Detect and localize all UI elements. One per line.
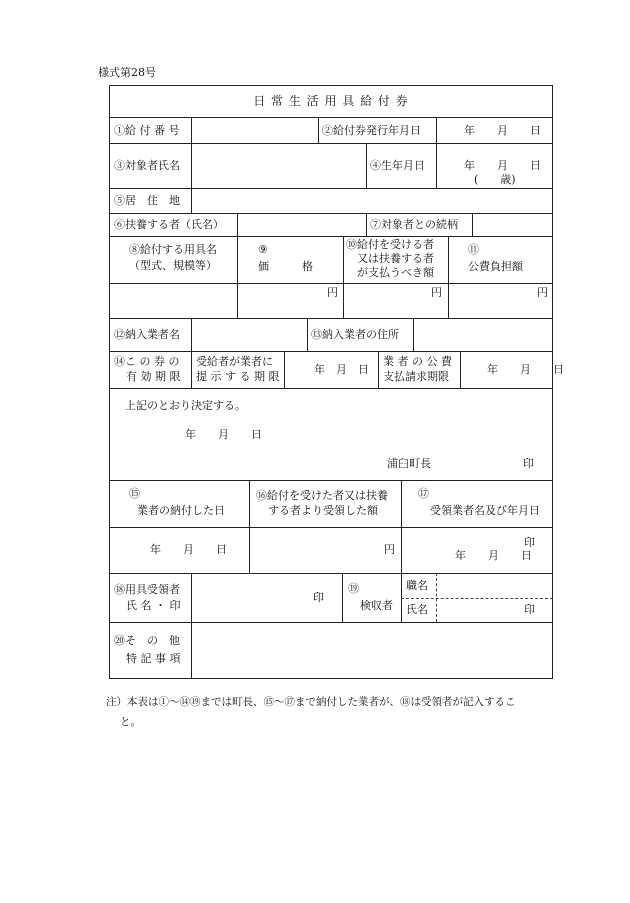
kenshu-seal: 印 (524, 603, 535, 616)
yogu-label: ⑧給付する用具名 (129, 243, 217, 256)
row-line (109, 236, 553, 237)
uketori-label-2: 氏 名 ・ 印 (126, 599, 181, 612)
yen-shiharai: 円 (431, 286, 442, 299)
gyosha-num: ⑰ (418, 487, 429, 500)
col-line (460, 351, 461, 388)
fuyo-label: ⑥扶養する者（氏名） (114, 218, 224, 231)
note-line-1: 注）本表は①～⑭⑲までは町長、⑮～⑰まで納付した業者が、⑱は受領者が記入するこ (106, 696, 516, 708)
col-line (307, 318, 308, 351)
col-line (436, 117, 437, 143)
col-line (284, 351, 285, 388)
row-line (109, 283, 553, 284)
yuko-label-2: 有 効 期 限 (126, 370, 181, 383)
row-line (109, 480, 553, 481)
kohi-num: ⑪ (468, 243, 479, 256)
col-line (191, 318, 192, 351)
teiji-date: 年 月 日 (314, 363, 369, 376)
shiharai-label-2: 又は扶養する者 (357, 252, 434, 265)
col-line (472, 213, 473, 236)
row-line (109, 573, 553, 574)
kyufu-no-label: ①給 付 番 号 (114, 124, 180, 137)
note-line-2: と。 (120, 716, 141, 728)
yen-juryo: 円 (384, 543, 395, 556)
kakaku-num: ⑨ (258, 243, 268, 256)
row-line (109, 188, 553, 189)
form-title: 日 常 生 活 用 具 給 付 券 (253, 94, 409, 108)
address-label: ⑤居 住 地 (114, 194, 180, 207)
yogu-label-sub: （型式、規模等） (129, 259, 217, 272)
sonota-label-1: ⑳そ の 他 (114, 634, 180, 647)
col-line (237, 236, 238, 318)
col-line (448, 236, 449, 318)
teiji-label-2: 提 示 す る 期 限 (196, 370, 280, 383)
col-line (237, 213, 238, 236)
birth-date: 年 月 日 (464, 159, 541, 172)
col-line (191, 143, 192, 188)
kettei-text: 上記のとおり決定する。 (125, 399, 246, 412)
col-line (191, 351, 192, 388)
seikyu-label-2: 支払請求期限 (383, 370, 449, 383)
col-line (366, 213, 367, 236)
col-line (191, 573, 192, 679)
nonyu-name-label: ⑫納入業者名 (114, 328, 180, 341)
age: ( 歳) (474, 173, 516, 186)
col-line (401, 480, 402, 573)
col-line (318, 117, 319, 143)
sonota-label-2: 特 記 事 項 (126, 652, 181, 665)
col-line (366, 143, 367, 188)
gyosha-seal: 印 (524, 536, 535, 549)
col-line (378, 351, 379, 388)
gyosha-label: 受領業者名及び年月日 (430, 504, 540, 517)
teiji-label-1: 受給者が業者に (196, 355, 273, 368)
row-line (109, 622, 553, 623)
hakko-label: ②給付券発行年月日 (322, 124, 421, 137)
row-line (109, 117, 553, 118)
kenshu-label: 検収者 (360, 599, 393, 612)
col-line (249, 480, 250, 573)
kakaku-label: 価 格 (258, 260, 313, 273)
row-line (109, 213, 553, 214)
shimei-label: 氏名 (406, 603, 428, 616)
seikyu-date: 年 月 日 (487, 363, 564, 376)
col-line (413, 318, 414, 351)
yen-kakaku: 円 (327, 286, 338, 299)
juryo-label-2: する者より受領した額 (268, 504, 378, 517)
nofu-label: 業者の納付した日 (137, 504, 225, 517)
row-line (109, 527, 553, 528)
gyosha-date: 年 月 日 (455, 549, 532, 562)
taisho-name-label: ③対象者氏名 (114, 159, 180, 172)
shokumei-label: 職名 (406, 579, 428, 592)
kohi-label: 公費負担額 (468, 260, 523, 273)
yen-kohi: 円 (537, 286, 548, 299)
hakko-date: 年 月 日 (464, 124, 541, 137)
row-line (109, 318, 553, 319)
juryo-label-1: ⑯給付を受けた者又は扶養 (256, 489, 388, 502)
col-line (191, 117, 192, 143)
dashed-row-line (401, 598, 553, 599)
shiharai-label-1: ⑩給付を受ける者 (346, 238, 434, 251)
uketori-label-1: ⑱用具受領者 (114, 583, 180, 596)
col-line (342, 573, 343, 622)
shiharai-label-3: が支払うべき額 (357, 266, 434, 279)
uketori-seal: 印 (313, 591, 324, 604)
seikyu-label-1: 業 者 の 公 費 (383, 355, 452, 368)
row-line (109, 388, 553, 389)
mayor-title: 浦臼町長 (387, 457, 431, 470)
kenshu-num: ⑲ (348, 582, 359, 595)
nofu-date: 年 月 日 (150, 543, 227, 556)
nofu-num: ⑮ (129, 487, 140, 500)
row-line (109, 143, 553, 144)
mayor-seal: 印 (523, 457, 534, 470)
row-line (109, 351, 553, 352)
birth-label: ④生年月日 (370, 159, 425, 172)
col-line (436, 143, 437, 188)
kettei-date: 年 月 日 (185, 428, 262, 441)
zokugara-label: ⑦対象者との続柄 (370, 218, 458, 231)
nonyu-addr-label: ⑬納入業者の住所 (311, 328, 399, 341)
col-line (191, 188, 192, 213)
yuko-label-1: ⑭こ の 券 の (114, 355, 180, 368)
form-number: 様式第28号 (98, 66, 156, 79)
